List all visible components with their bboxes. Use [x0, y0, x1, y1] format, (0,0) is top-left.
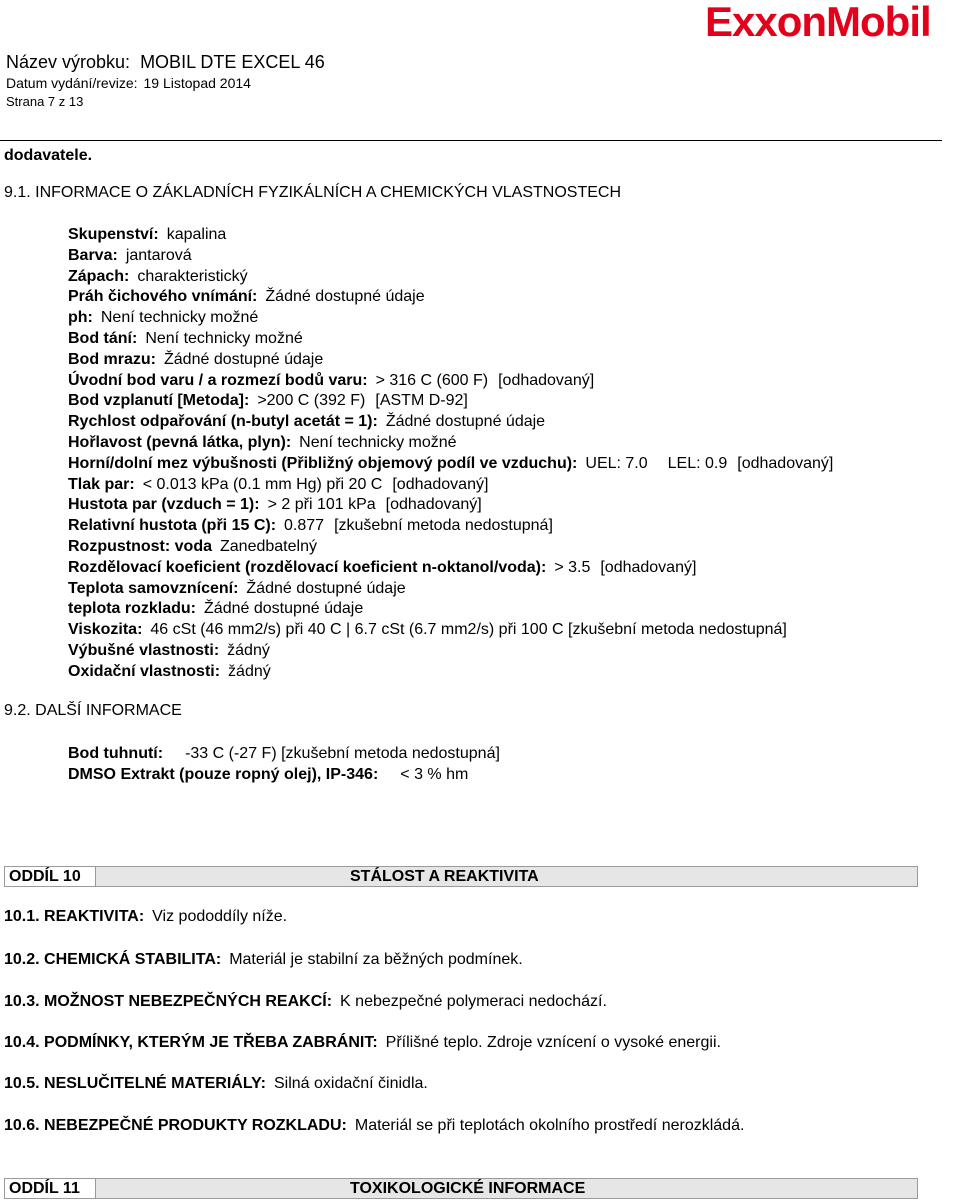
property-row — [68, 246, 843, 267]
stability-item-value: Přílišné teplo. Zdroje vznícení o vysoké energii. — [385, 1034, 721, 1051]
stability-item-value: Materiál se při teplotách okolního prostředí nerozkládá. — [354, 1117, 745, 1134]
stability-item-label: 10.4. PODMÍNKY, KTERÝM JE TŘEBA ZABRÁNIT: — [4, 1034, 378, 1051]
property-label: Tlak par: — [68, 475, 135, 493]
property-value: Není technicky možné — [299, 433, 457, 451]
property-value: žádný — [227, 641, 270, 659]
product-value: MOBIL DTE EXCEL 46 — [140, 52, 325, 72]
property-value: [zkušební metoda nedostupná] — [334, 517, 553, 535]
property-value: < 3 % hm — [400, 766, 469, 783]
property-label: Hustota par (vzduch = 1): — [68, 496, 260, 514]
product-name-line — [6, 52, 325, 73]
section-9-1-title: 9.1. INFORMACE O ZÁKLADNÍCH FYZIKÁLNÍCH A CHEMICKÝCH VLASTNOSTECH — [4, 184, 621, 201]
stability-item-label: 10.6. NEBEZPEČNÉ PRODUKTY ROZKLADU: — [4, 1117, 347, 1134]
property-label: Bod tuhnutí: — [68, 745, 164, 762]
property-row — [68, 743, 500, 764]
property-value: >200 C (392 F) — [257, 392, 366, 410]
property-value: [odhadovaný] — [498, 371, 595, 389]
property-value: [ASTM D-92] — [375, 392, 468, 410]
property-value: 0.877 — [284, 517, 325, 535]
property-value: Není technicky možné — [145, 329, 303, 347]
property-value: Žádné dostupné údaje — [385, 413, 546, 431]
property-row — [68, 391, 843, 412]
section-11-title: TOXIKOLOGICKÉ INFORMACE — [350, 1180, 586, 1197]
property-value: > 3.5 — [554, 558, 591, 576]
stability-item-value: Materiál je stabilní za běžných podmínek. — [229, 951, 523, 968]
property-value: > 2 při 101 kPa — [267, 496, 376, 514]
stability-item-value: K nebezpečné polymeraci nedochází. — [340, 993, 607, 1010]
property-list — [68, 225, 843, 683]
property-label: Rozpustnost: voda — [68, 537, 212, 555]
property-value: -33 C (-27 F) [zkušební metoda nedostupná] — [185, 745, 500, 762]
property-label: Horní/dolní mez výbušnosti (Přibližný objemový podíl ve vzduchu): — [68, 454, 578, 472]
property-row — [68, 350, 843, 371]
property-label: Bod tání: — [68, 329, 138, 347]
property-label: Rozdělovací koeficient (rozdělovací koeficient n-oktanol/voda): — [68, 558, 547, 576]
stability-item — [4, 993, 607, 1011]
additional-info-list — [68, 743, 500, 785]
section-10-title: STÁLOST A REAKTIVITA — [350, 868, 539, 885]
property-label: Zápach: — [68, 267, 130, 285]
stability-item-label: 10.3. MOŽNOST NEBEZPEČNÝCH REAKCÍ: — [4, 993, 333, 1010]
property-label: ph: — [68, 309, 93, 327]
section-11-header — [4, 1178, 918, 1199]
property-value: [odhadovaný] — [737, 454, 834, 472]
property-label: Bod vzplanutí [Metoda]: — [68, 392, 250, 410]
property-row — [68, 620, 843, 641]
property-value: Žádné dostupné údaje — [164, 350, 324, 368]
property-label: Úvodní bod varu / a rozmezí bodů varu: — [68, 371, 368, 389]
property-value: žádný — [228, 662, 271, 680]
property-value: [odhadovaný] — [392, 475, 489, 493]
property-value: jantarová — [125, 246, 192, 264]
property-label: teplota rozkladu: — [68, 600, 197, 618]
revision-date-line — [6, 75, 251, 91]
stability-item-label: 10.2. CHEMICKÁ STABILITA: — [4, 951, 222, 968]
stability-item-value: Silná oxidační činidla. — [273, 1075, 428, 1092]
date-label: Datum vydání/revize: — [6, 75, 138, 91]
property-value: Žádné dostupné údaje — [265, 288, 425, 306]
property-row — [68, 412, 843, 433]
property-value: Není technicky možné — [100, 309, 259, 327]
property-row — [68, 308, 843, 329]
page-number: Strana 7 z 13 — [6, 94, 84, 109]
stability-item — [4, 1117, 744, 1135]
section-10-header — [4, 866, 918, 887]
property-row — [68, 516, 843, 537]
property-label: Skupenství: — [68, 226, 159, 243]
stability-item — [4, 1034, 721, 1052]
property-row — [68, 287, 843, 308]
property-row — [68, 495, 843, 516]
section-11-number: ODDÍL 11 — [5, 1179, 96, 1198]
property-label: Hořlavost (pevná látka, plyn): — [68, 433, 292, 451]
property-row — [68, 433, 843, 454]
stability-item-label: 10.5. NESLUČITELNÉ MATERIÁLY: — [4, 1075, 266, 1092]
property-row — [68, 764, 500, 785]
property-value: Zanedbatelný — [220, 537, 317, 555]
property-value: Žádné dostupné údaje — [246, 579, 406, 597]
property-value: charakteristický — [137, 267, 248, 285]
property-row — [68, 537, 843, 558]
property-value: > 316 C (600 F) — [375, 371, 489, 389]
company-logo: ExxonMobil — [705, 0, 931, 45]
property-label: Oxidační vlastnosti: — [68, 662, 221, 680]
property-value: LEL: 0.9 — [667, 454, 728, 472]
property-row — [68, 371, 843, 392]
property-value: kapalina — [166, 226, 227, 243]
property-label: Viskozita: — [68, 621, 143, 639]
property-row — [68, 662, 843, 683]
property-label: Rychlost odpařování (n-butyl acetát = 1): — [68, 413, 378, 431]
property-label: Barva: — [68, 246, 118, 264]
date-value: 19 Listopad 2014 — [143, 75, 251, 91]
property-row — [68, 475, 843, 496]
property-row — [68, 454, 843, 475]
property-label: Relativní hustota (při 15 C): — [68, 517, 277, 535]
property-row — [68, 267, 843, 288]
stability-item-label: 10.1. REAKTIVITA: — [4, 908, 145, 925]
property-value: [odhadovaný] — [600, 558, 697, 576]
property-row — [68, 599, 843, 620]
property-row — [68, 225, 843, 246]
property-value: [odhadovaný] — [385, 496, 482, 514]
product-label: Název výrobku: — [6, 52, 131, 72]
property-label: Práh čichového vnímání: — [68, 288, 258, 306]
property-row — [68, 641, 843, 662]
property-value: UEL: 7.0 — [585, 454, 648, 472]
property-label: Bod mrazu: — [68, 350, 156, 368]
section-9-2-title: 9.2. DALŠÍ INFORMACE — [4, 702, 182, 719]
stability-item — [4, 908, 287, 926]
stability-item — [4, 951, 523, 969]
stability-item-value: Viz pododdíly níže. — [152, 908, 288, 925]
header-divider — [0, 140, 942, 141]
property-value: Žádné dostupné údaje — [204, 600, 364, 618]
property-value: 46 cSt (46 mm2/s) při 40 C | 6.7 cSt (6.7 mm2/s) při 100 C [zkušební metoda nedostupná] — [150, 621, 787, 639]
section-10-number: ODDÍL 10 — [5, 867, 96, 886]
property-row — [68, 558, 843, 579]
property-label: DMSO Extrakt (pouze ropný olej), IP-346: — [68, 766, 379, 783]
property-label: Teplota samovznícení: — [68, 579, 239, 597]
property-row — [68, 329, 843, 350]
property-label: Výbušné vlastnosti: — [68, 641, 220, 659]
continued-text: dodavatele. — [4, 147, 93, 164]
stability-item — [4, 1075, 428, 1093]
property-value: < 0.013 kPa (0.1 mm Hg) při 20 C — [142, 475, 383, 493]
property-row — [68, 579, 843, 600]
